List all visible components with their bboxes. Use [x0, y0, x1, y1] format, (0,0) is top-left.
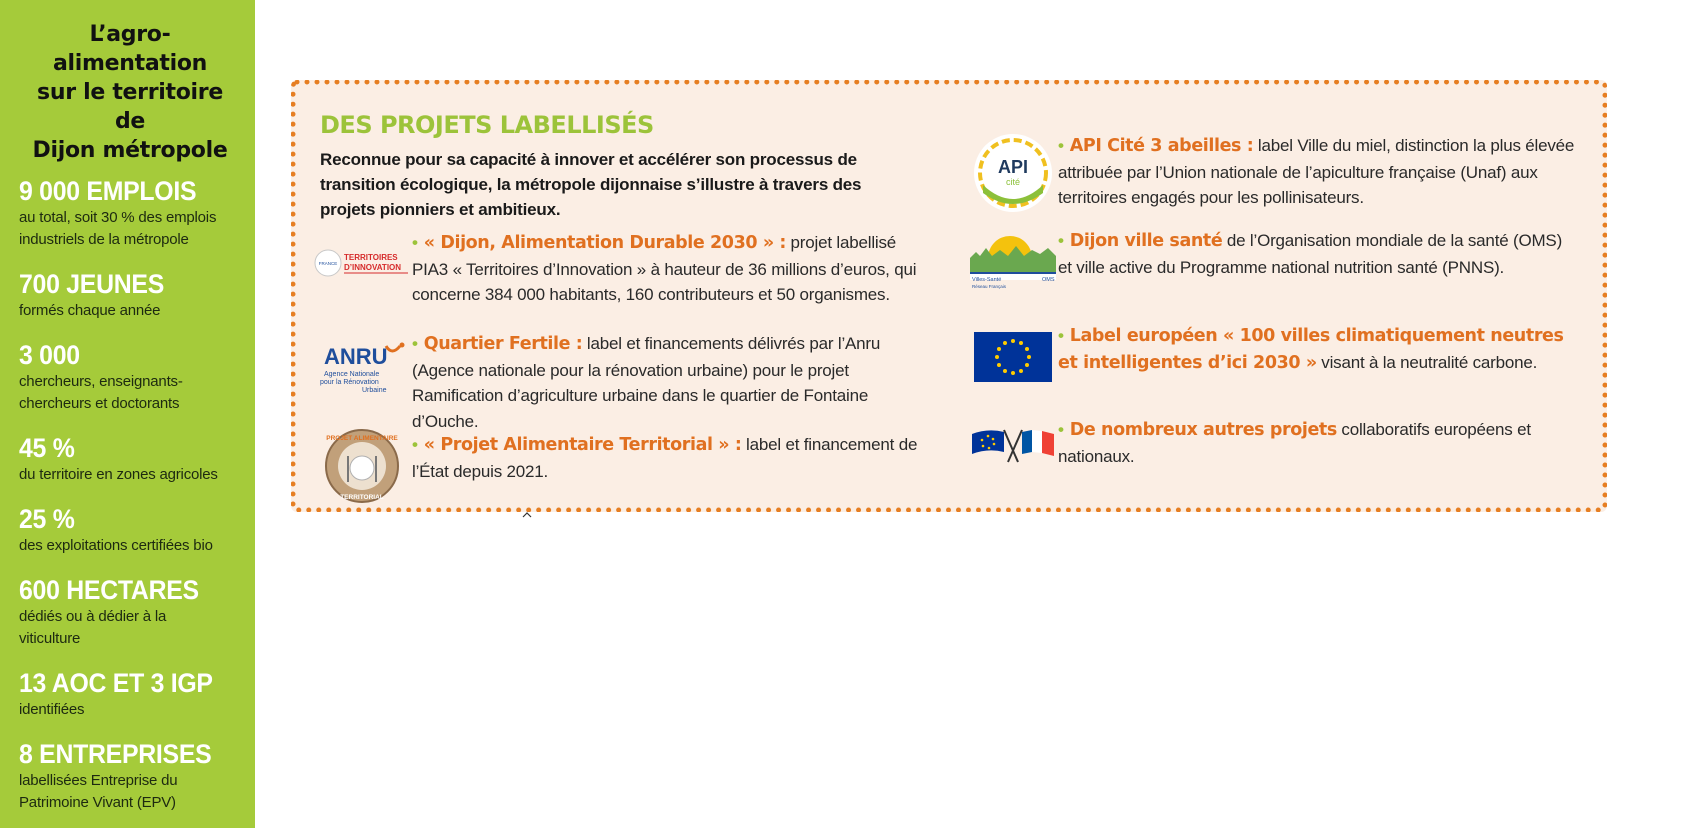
svg-text:Réseau Français: Réseau Français	[972, 284, 1007, 289]
project-item-autres-projets	[968, 417, 1588, 469]
stat-jeunes	[19, 268, 241, 322]
stat-desc: des exploitations certifiées bio	[19, 537, 213, 554]
eu-flag-icon	[974, 332, 1052, 382]
eu-france-flags-icon	[970, 420, 1056, 464]
stat-desc: labellisées Entreprise du Patrimoine Vivant (EPV)	[19, 772, 178, 811]
project-highlight: « Dijon, Alimentation Durable 2030 » :	[423, 233, 787, 253]
bullet: •	[1058, 326, 1064, 345]
svg-text:TERRITORIAL: TERRITORIAL	[340, 494, 384, 501]
project-description: projet labellisé PIA3 « Territoires d’Innovation » à hauteur de 36 millions d’euros, qui concerne 384 000 habitants, 160 contributeurs et 50 organismes.	[412, 233, 917, 304]
project-text	[1058, 133, 1578, 211]
panel-title: DES PROJETS LABELLISÉS	[320, 111, 654, 139]
project-highlight: API Cité 3 abeilles :	[1069, 136, 1254, 156]
svg-text:API: API	[997, 157, 1029, 177]
sidebar-title: L’agro- alimentation sur le territoire de Dijon métropole	[32, 22, 228, 163]
territoires-innovation-icon	[314, 245, 410, 281]
api-cite-logo	[968, 133, 1058, 213]
project-text	[1058, 417, 1578, 469]
stat-bio	[19, 503, 241, 557]
stat-value: 3 000	[19, 340, 80, 370]
svg-text:pour la Rénovation: pour la Rénovation	[320, 379, 379, 386]
stat-desc: dédiés ou à dédier à la viticulture	[19, 608, 167, 647]
project-description: de l’Organisation mondiale de la santé (OMS) et ville active du Programme national nutrition santé (PNNS).	[1058, 231, 1563, 277]
project-item-projet-alimentaire	[312, 432, 932, 504]
project-description: collaboratifs européens et nationaux.	[1058, 420, 1531, 466]
bullet: •	[1058, 231, 1064, 250]
stat-value: 13 AOC ET 3 IGP	[19, 668, 213, 698]
stat-value: 45 %	[19, 433, 75, 463]
svg-text:Agence Nationale: Agence Nationale	[324, 371, 380, 378]
territoires-innovation-logo	[312, 238, 412, 288]
svg-text:FRANCE: FRANCE	[318, 261, 338, 266]
stat-entreprises	[19, 738, 241, 814]
eu-flag-logo	[968, 327, 1058, 387]
project-text	[1058, 228, 1578, 280]
svg-text:TERRITOIRES: TERRITOIRES	[344, 253, 398, 262]
project-highlight: De nombreux autres projets	[1069, 420, 1337, 440]
svg-text:D’INNOVATION: D’INNOVATION	[344, 263, 402, 272]
project-item-label-europeen	[968, 323, 1588, 387]
projet-alimentaire-territorial-logo	[312, 428, 412, 504]
villes-sante-icon	[970, 232, 1056, 294]
project-highlight: « Projet Alimentaire Territorial » :	[423, 435, 742, 455]
anru-logo	[312, 339, 412, 399]
project-item-alimentation-durable	[312, 230, 932, 308]
project-highlight: Quartier Fertile :	[423, 334, 583, 354]
stat-aoc-igp	[19, 667, 241, 721]
project-text	[412, 432, 922, 484]
sidebar	[0, 0, 255, 828]
api-cite-icon	[973, 133, 1053, 213]
stat-value: 700 JEUNES	[19, 269, 164, 299]
project-text	[1058, 323, 1578, 376]
svg-text:OMS: OMS	[1042, 277, 1055, 283]
svg-text:cité: cité	[1005, 177, 1021, 187]
svg-text:Villes-Santé: Villes-Santé	[972, 277, 1002, 283]
project-highlight: Label européen « 100 villes climatiquement neutres et intelligentes d’ici 2030 »	[1058, 326, 1564, 373]
svg-text:Urbaine: Urbaine	[362, 387, 387, 394]
bullet: •	[1058, 136, 1064, 155]
svg-text:PROJET ALIMENTAIRE: PROJET ALIMENTAIRE	[326, 435, 398, 442]
project-highlight: Dijon ville santé	[1069, 231, 1223, 251]
stat-value: 8 ENTREPRISES	[19, 739, 212, 769]
svg-text:ANRU: ANRU	[324, 344, 388, 369]
stat-desc: formés chaque année	[19, 302, 161, 319]
anru-icon	[316, 340, 408, 398]
project-item-ville-sante	[968, 228, 1588, 298]
panel-intro: Reconnue pour sa capacité à innover et accélérer son processus de transition écologique, la métropole dijonnaise s’illustre à travers des projets pionniers et ambitieux.	[320, 150, 862, 219]
project-item-quartier-fertile	[312, 331, 932, 434]
project-description: label Ville du miel, distinction la plus élevée attribuée par l’Union nationale de l’apiculture française (Unaf) aux territoires engagés pour les pollinisateurs.	[1058, 136, 1575, 207]
project-text	[412, 230, 922, 308]
stat-value: 25 %	[19, 504, 75, 534]
bullet: •	[412, 334, 418, 353]
bullet: •	[412, 233, 418, 252]
projet-alimentaire-icon	[323, 428, 401, 504]
stat-desc: chercheurs, enseignants- chercheurs et doctorants	[19, 373, 183, 412]
stat-desc: du territoire en zones agricoles	[19, 466, 218, 483]
stat-value: 9 000 EMPLOIS	[19, 176, 197, 206]
project-item-api-cite	[968, 133, 1588, 213]
stat-emplois	[19, 175, 241, 251]
stat-value: 600 HECTARES	[19, 575, 199, 605]
stat-desc: identifiées	[19, 701, 85, 718]
bullet: •	[1058, 420, 1064, 439]
eu-france-flags-logo	[968, 417, 1058, 467]
stat-chercheurs	[19, 339, 241, 415]
caret-up-icon	[522, 512, 532, 518]
project-description: visant à la neutralité carbone.	[1316, 352, 1538, 372]
labelled-projects-panel	[291, 80, 1607, 512]
stat-desc: au total, soit 30 % des emplois industriels de la métropole	[19, 209, 217, 248]
stat-zones-agricoles	[19, 432, 241, 486]
project-description: label et financement de l’État depuis 2021.	[412, 435, 918, 481]
stat-hectares	[19, 574, 241, 650]
project-description: label et financements délivrés par l’Anru (Agence nationale pour la rénovation urbaine) pour le projet Ramification d’agriculture urbaine dans le quartier de Fontaine d’Ouche.	[412, 334, 881, 431]
project-text	[412, 331, 922, 434]
bullet: •	[412, 435, 418, 454]
villes-sante-oms-logo	[968, 228, 1058, 298]
